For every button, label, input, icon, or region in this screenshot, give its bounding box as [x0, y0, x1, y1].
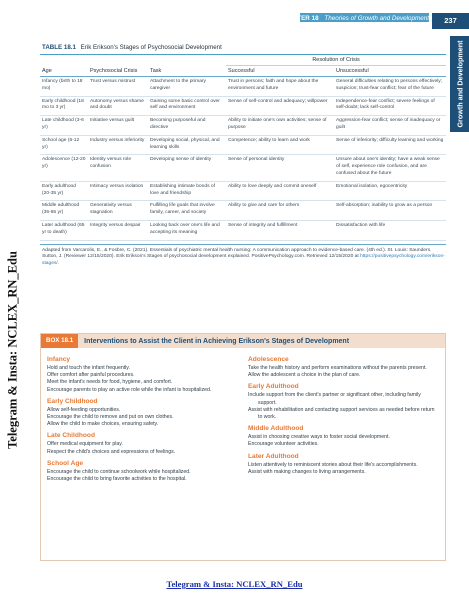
intervention-item: Assist in choosing creative ways to foster social development.: [248, 434, 390, 441]
table-row: [40, 135, 446, 155]
table-cell: Autonomy versus shame and doubt: [88, 96, 148, 116]
column-header: Unsuccessful: [334, 66, 446, 77]
table-cell: Integrity versus despair: [88, 220, 148, 240]
interventions-box: [40, 333, 446, 561]
section-heading: Late Childhood: [47, 432, 95, 440]
table-cell: Establishing intimate bonds of love and friendship: [148, 181, 226, 201]
box-label: BOX 18.1: [41, 334, 78, 348]
table-cell: Middle adulthood (35-65 yr): [40, 201, 88, 221]
intervention-item: Respect the child's choices and expressions of feelings.: [47, 448, 176, 455]
column-header: Psychosocial Crisis: [88, 66, 148, 77]
table-cell: Later adulthood (65 yr to death): [40, 220, 88, 240]
section-heading: Adolescence: [248, 356, 289, 363]
table-cell: Early adulthood (20-35 yr): [40, 181, 88, 201]
resolution-group-header: Resolution of Crisis: [226, 55, 446, 66]
intervention-item: Allow the child to make choices, ensuring safety.: [47, 421, 159, 428]
table-cell: Identity versus role confusion: [88, 155, 148, 181]
table-cell: Developing sense of identity: [148, 155, 226, 181]
table-cell: Attachment to the primary caregiver: [148, 77, 226, 97]
table-cell: Developing social, physical, and learning skills: [148, 135, 226, 155]
table-cell: Initiative versus guilt: [88, 116, 148, 136]
chapter-title: Theories of Growth and Development: [324, 15, 429, 22]
section-heading: Early Childhood: [47, 397, 98, 405]
intervention-section: [248, 453, 439, 476]
section-heading: Infancy: [47, 356, 71, 363]
table-cell: Aggression-fear conflict; sense of inadequacy or guilt: [334, 116, 446, 136]
table-cell: School age (6-12 yr): [40, 135, 88, 155]
bottom-watermark: Telegram & Insta: NCLEX_RN_Edu: [166, 579, 303, 589]
table-label: TABLE 18.1: [42, 44, 76, 51]
intervention-item: Take the health history and perform examinations without the parents present.: [248, 365, 427, 371]
table-cell: Independence-fear conflict; severe feelings of self-doubt; lack self-control: [334, 96, 446, 116]
intervention-item: Listen attentively to reminiscent stories about their life's accomplishments.: [248, 461, 418, 468]
table-cell: Ability to initiate one's own activities; sense of purpose: [226, 116, 334, 136]
intervention-section: [47, 398, 238, 429]
column-header: Age: [40, 66, 88, 77]
table-cell: Ability to love deeply and commit oneself: [226, 181, 334, 201]
intervention-section: [47, 356, 238, 394]
table-title: Erik Erikson's Stages of Psychosocial Development: [80, 44, 222, 51]
table-row: [40, 155, 446, 181]
table-cell: Unsure about one's identity; have a weak sense of self, experience role confusion, and are confused about the future: [334, 155, 446, 181]
box-title: Interventions to Assist the Client in Achieving Erikson's Stages of Development: [84, 337, 350, 345]
source-note-2: [42, 254, 446, 267]
table-cell: Becoming purposeful and directive: [148, 116, 226, 136]
intervention-item: Assist with rehabilitation and contacting support services as needed before return to work.: [248, 406, 435, 421]
intervention-section: [248, 425, 439, 448]
table-cell: Early childhood (18 mo to 3 yr): [40, 96, 88, 116]
table-cell: Ability to give and care for others: [226, 201, 334, 221]
table-cell: Sense of self-control and adequacy; willpower: [226, 96, 334, 116]
erikson-table: [40, 42, 446, 267]
box-left-column: [47, 352, 238, 483]
table-cell: Emotional isolation, egocentricity: [334, 181, 446, 201]
table-cell: Competence; ability to learn and work: [226, 135, 334, 155]
box-right-column: [248, 352, 439, 483]
intervention-item: Encourage volunteer activities.: [248, 441, 319, 448]
table-row: [40, 220, 446, 240]
table-cell: Trust in persons; faith and hope about the environment and future: [226, 77, 334, 97]
box-header: [41, 334, 445, 348]
table-cell: Self-absorption; inability to grow as a person: [334, 201, 446, 221]
page-number: 237: [432, 13, 469, 29]
table-row: [40, 181, 446, 201]
chapter-label: CHAPTER 18: [279, 15, 319, 22]
intervention-item: Offer comfort after painful procedures.: [47, 372, 135, 379]
source-note-1: Adapted from Varcarolis, E., & Fosbre, C. (2021). Essentials of psychiatric mental health nursing: A communication approach to evidence-based care. (4th ed.). St. Louis: Saunders.: [42, 247, 432, 253]
table-cell: Industry versus inferiority: [88, 135, 148, 155]
table-cell: Trust versus mistrust: [88, 77, 148, 97]
intervention-item: Offer medical equipment for play.: [47, 441, 123, 448]
section-side-tab: [450, 36, 469, 132]
table-cell: Dissatisfaction with life: [334, 220, 446, 240]
intervention-item: Include support from the client's partner or significant other, including family support.: [248, 392, 421, 406]
side-watermark: [3, 200, 23, 500]
intervention-item: Encourage the child to bring favorite activities to the hospital.: [47, 476, 187, 483]
column-header: Successful: [226, 66, 334, 77]
table-cell: Infancy (birth to 18 mo): [40, 77, 88, 97]
intervention-section: [47, 460, 238, 483]
intervention-section: [47, 432, 238, 455]
section-heading: Early Adulthood: [248, 383, 299, 391]
table-cell: Generativity versus stagnation: [88, 201, 148, 221]
table-cell: General difficulties relating to persons effectively; suspicion; trust-fear conflict; fear of the future: [334, 77, 446, 97]
table-source-notes: [40, 244, 446, 268]
section-heading: Middle Adulthood: [248, 425, 304, 433]
intervention-item: Encourage parents to play an active role while the infant is hospitalized.: [47, 386, 212, 393]
table-row: [40, 77, 446, 97]
intervention-item: Encourage the child to remove and put on own clothes.: [47, 414, 174, 421]
table-row: [40, 96, 446, 116]
intervention-item: Hold and touch the infant frequently.: [47, 365, 130, 371]
source-note-2-text: Sutton, J. (Reviewer 12/15/2020). Erik Erikson's Stages of psychosocial development explained. PositivePsychology.com. Retrieved 12/15/2020 at: [42, 254, 359, 260]
source-link[interactable]: https://positivepsychology.com/erikson-stages/.: [42, 254, 445, 266]
table-cell: Sense of integrity and fulfillment: [226, 220, 334, 240]
intervention-item: Allow self-feeding opportunities.: [47, 406, 121, 413]
table-cell: Sense of inferiority; difficulty learning and working: [334, 135, 446, 155]
table-row: [40, 201, 446, 221]
column-header: Task: [148, 66, 226, 77]
stages-table: [40, 55, 446, 241]
intervention-item: Allow the adolescent a choice in the plan of care.: [248, 372, 361, 379]
intervention-item: Assist with making changes to living arrangements.: [248, 468, 366, 475]
table-cell: Intimacy versus isolation: [88, 181, 148, 201]
page-header: [0, 0, 469, 25]
intervention-item: Meet the infant's needs for food, hygiene, and comfort.: [47, 379, 173, 386]
intervention-item: Encourage the child to continue schoolwork while hospitalized.: [47, 468, 191, 475]
table-cell: Sense of personal identity: [226, 155, 334, 181]
intervention-section: [248, 383, 439, 421]
chapter-heading: [279, 15, 429, 22]
section-heading: Later Adulthood: [248, 452, 299, 460]
table-cell: Late childhood (3-6 yr): [40, 116, 88, 136]
intervention-section: [248, 356, 439, 379]
side-tab-label: Growth and Development: [455, 40, 464, 128]
table-caption: [40, 42, 446, 55]
side-watermark-text: Telegram & Insta: NCLEX_RN_Edu: [5, 251, 20, 449]
table-cell: Adolescence (12-20 yr): [40, 155, 88, 181]
table-cell: Looking back over one's life and accepting its meaning: [148, 220, 226, 240]
table-cell: Gaining some basic control over self and environment: [148, 96, 226, 116]
table-cell: Fulfilling life goals that involve family, career, and society: [148, 201, 226, 221]
section-heading: School Age: [47, 459, 84, 467]
table-row: [40, 116, 446, 136]
